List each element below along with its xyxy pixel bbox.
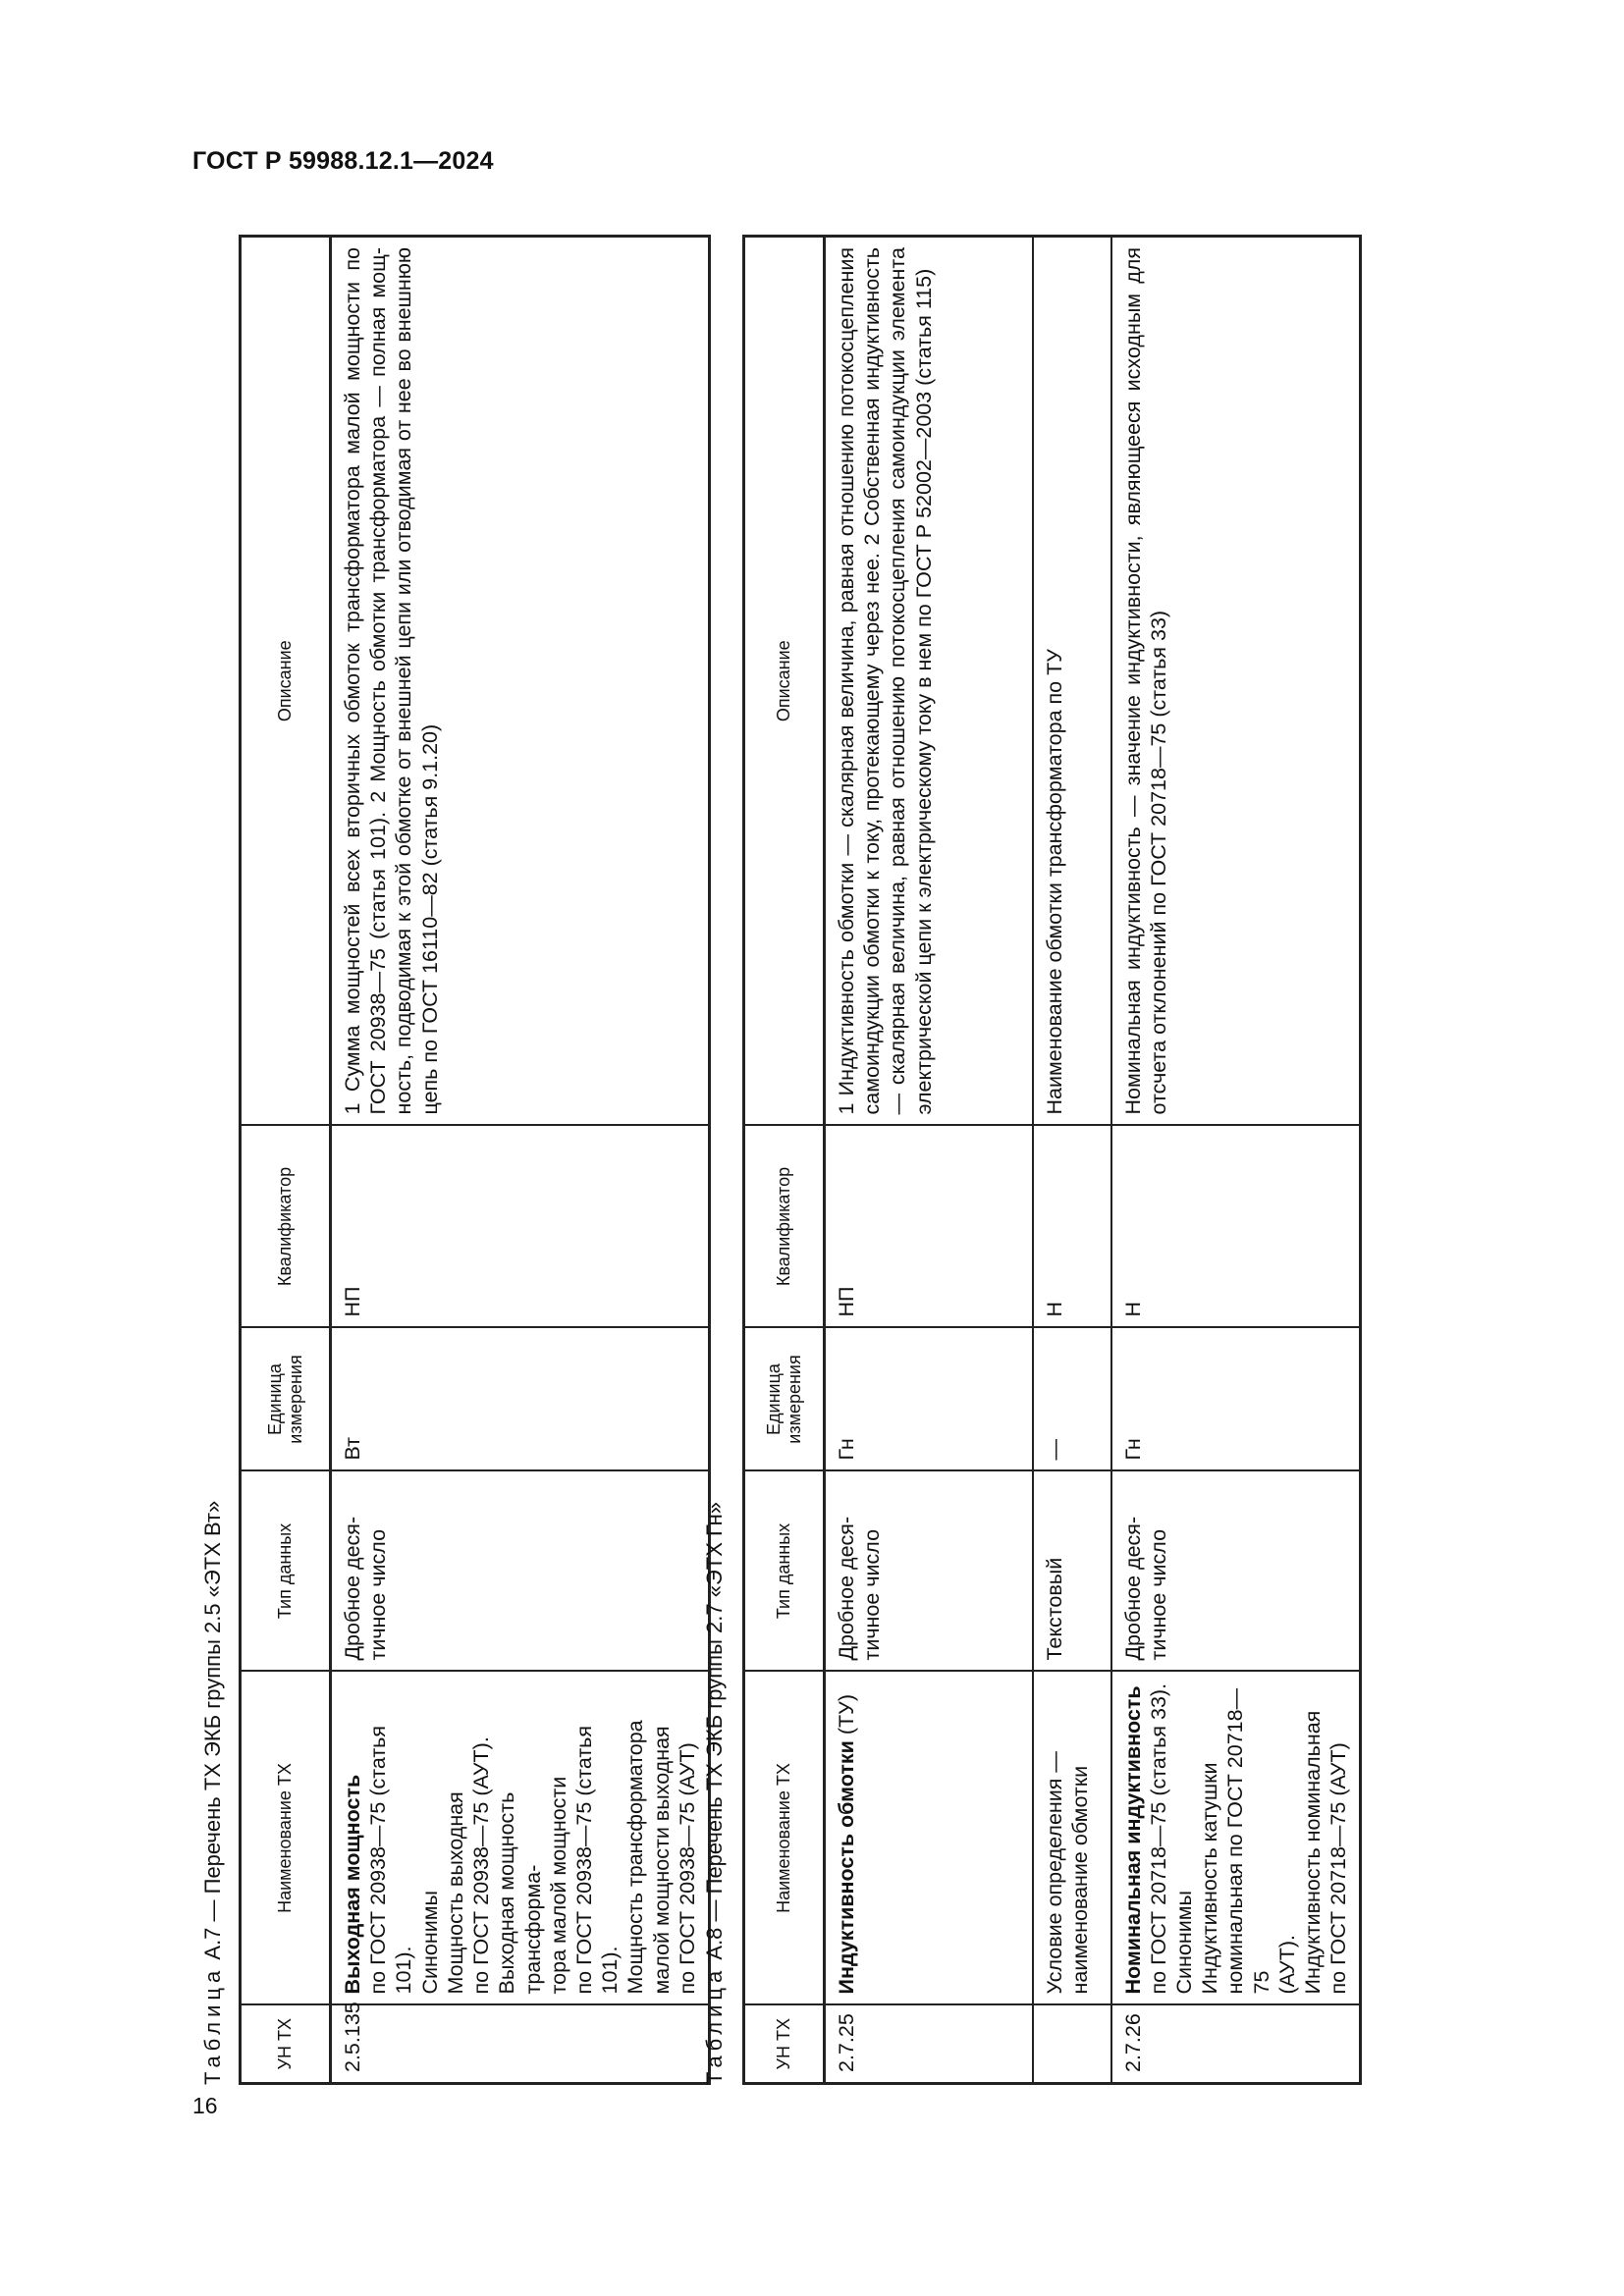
table-row bbox=[825, 237, 1033, 2084]
cell-qualifier: НП bbox=[331, 1126, 710, 1328]
cell-name: Условие определения — наименование обмотки bbox=[1033, 1672, 1111, 2005]
cell-description: Номинальная индуктивность — значение индуктивности, являющееся исходным для отсчета отклонений по ГОСТ 20718—75 (статья 33) bbox=[1111, 237, 1361, 1126]
document-header: ГОСТ Р 59988.12.1—2024 bbox=[192, 147, 494, 175]
rotated-content bbox=[192, 238, 1371, 2085]
col-header-type: Тип данных bbox=[744, 1471, 825, 1672]
cell-un bbox=[1033, 2005, 1111, 2084]
cell-qualifier: НП bbox=[825, 1126, 1033, 1328]
table-row bbox=[1111, 237, 1361, 2084]
cell-description: Наименование обмотки трансформатора по ТУ bbox=[1033, 237, 1111, 1126]
page-number: 16 bbox=[192, 2093, 218, 2118]
col-header-qualifier: Квалификатор bbox=[241, 1126, 331, 1328]
cell-type: Дробное десятичное число bbox=[1111, 1471, 1361, 1672]
col-header-type: Тип данных bbox=[241, 1471, 331, 1672]
col-header-un: УН ТХ bbox=[241, 2005, 331, 2084]
cell-description: 1 Индуктивность обмотки — скалярная величина, равная отношению потокосцепления самоиндукции обмотки к току, протекающему через нее. 2 Собственная индуктивность — скалярная величина, равная отношению потокосцепления самоиндукции элемента электрической цепи к электрическому току в нем по ГОСТ Р 52002—2003 (статья 115) bbox=[825, 237, 1033, 1126]
col-header-un: УН ТХ bbox=[744, 2005, 825, 2084]
cell-type: Дробное десятичное число bbox=[825, 1471, 1033, 1672]
cell-description: 1 Сумма мощностей всех вторичных обмоток трансформатора малой мощности по ГОСТ 20938—75 (статья 101). 2 Мощность обмотки трансформатора — полная мощность, подводимая к этой обмотке от внешней цепи или отводимая от нее во внешнюю цепь по ГОСТ 16110—82 (статья 9.1.20) bbox=[331, 237, 710, 1126]
cell-type: Дробное десятичное число bbox=[331, 1471, 710, 1672]
cell-qualifier: Н bbox=[1111, 1126, 1361, 1328]
col-header-qualifier: Квалификатор bbox=[744, 1126, 825, 1328]
cell-type: Текстовый bbox=[1033, 1471, 1111, 1672]
cell-un: 2.7.26 bbox=[1111, 2005, 1361, 2084]
cell-unit: Гн bbox=[825, 1328, 1033, 1471]
cell-name: Выходная мощность по ГОСТ 20938—75 (статья 101). Синонимы Мощность выходная по ГОСТ 20938—75 (АУТ). Выходная мощность трансформа- тора малой мощности по ГОСТ 20938—75 (статья 101). Мощность трансформатора малой мощности выходная по ГОСТ 20938—75 (АУТ) bbox=[331, 1672, 710, 2005]
cell-un: 2.5.135 bbox=[331, 2005, 710, 2084]
cell-unit: Гн bbox=[1111, 1328, 1361, 1471]
table-a7 bbox=[239, 235, 711, 2085]
table-a8 bbox=[742, 235, 1362, 2085]
col-header-unit: Единица измерения bbox=[241, 1328, 331, 1471]
col-header-unit: Единица измерения bbox=[744, 1328, 825, 1471]
col-header-name: Наименование ТХ bbox=[241, 1672, 331, 2005]
col-header-description: Описание bbox=[241, 237, 331, 1126]
cell-qualifier: Н bbox=[1033, 1126, 1111, 1328]
col-header-description: Описание bbox=[744, 237, 825, 1126]
col-header-name: Наименование ТХ bbox=[744, 1672, 825, 2005]
table-row bbox=[1033, 237, 1111, 2084]
cell-unit: Вт bbox=[331, 1328, 710, 1471]
table-a8-caption: Таблица А.8 — Перечень ТХ ЭКБ группы 2.7 «ЭТХ Гн» bbox=[702, 1501, 727, 2085]
cell-un: 2.7.25 bbox=[825, 2005, 1033, 2084]
cell-name: Номинальная индуктивность по ГОСТ 20718—75 (статья 33). Синонимы Индуктивность катушки номинальная по ГОСТ 20718—75 (АУТ). Индуктивность номинальная по ГОСТ 20718—75 (АУТ) bbox=[1111, 1672, 1361, 2005]
cell-unit: — bbox=[1033, 1328, 1111, 1471]
cell-name: Индуктивность обмотки (ТУ) bbox=[825, 1672, 1033, 2005]
table-row bbox=[331, 237, 710, 2084]
table-a7-caption: Таблица А.7 — Перечень ТХ ЭКБ группы 2.5 «ЭТХ Вт» bbox=[200, 1500, 225, 2085]
